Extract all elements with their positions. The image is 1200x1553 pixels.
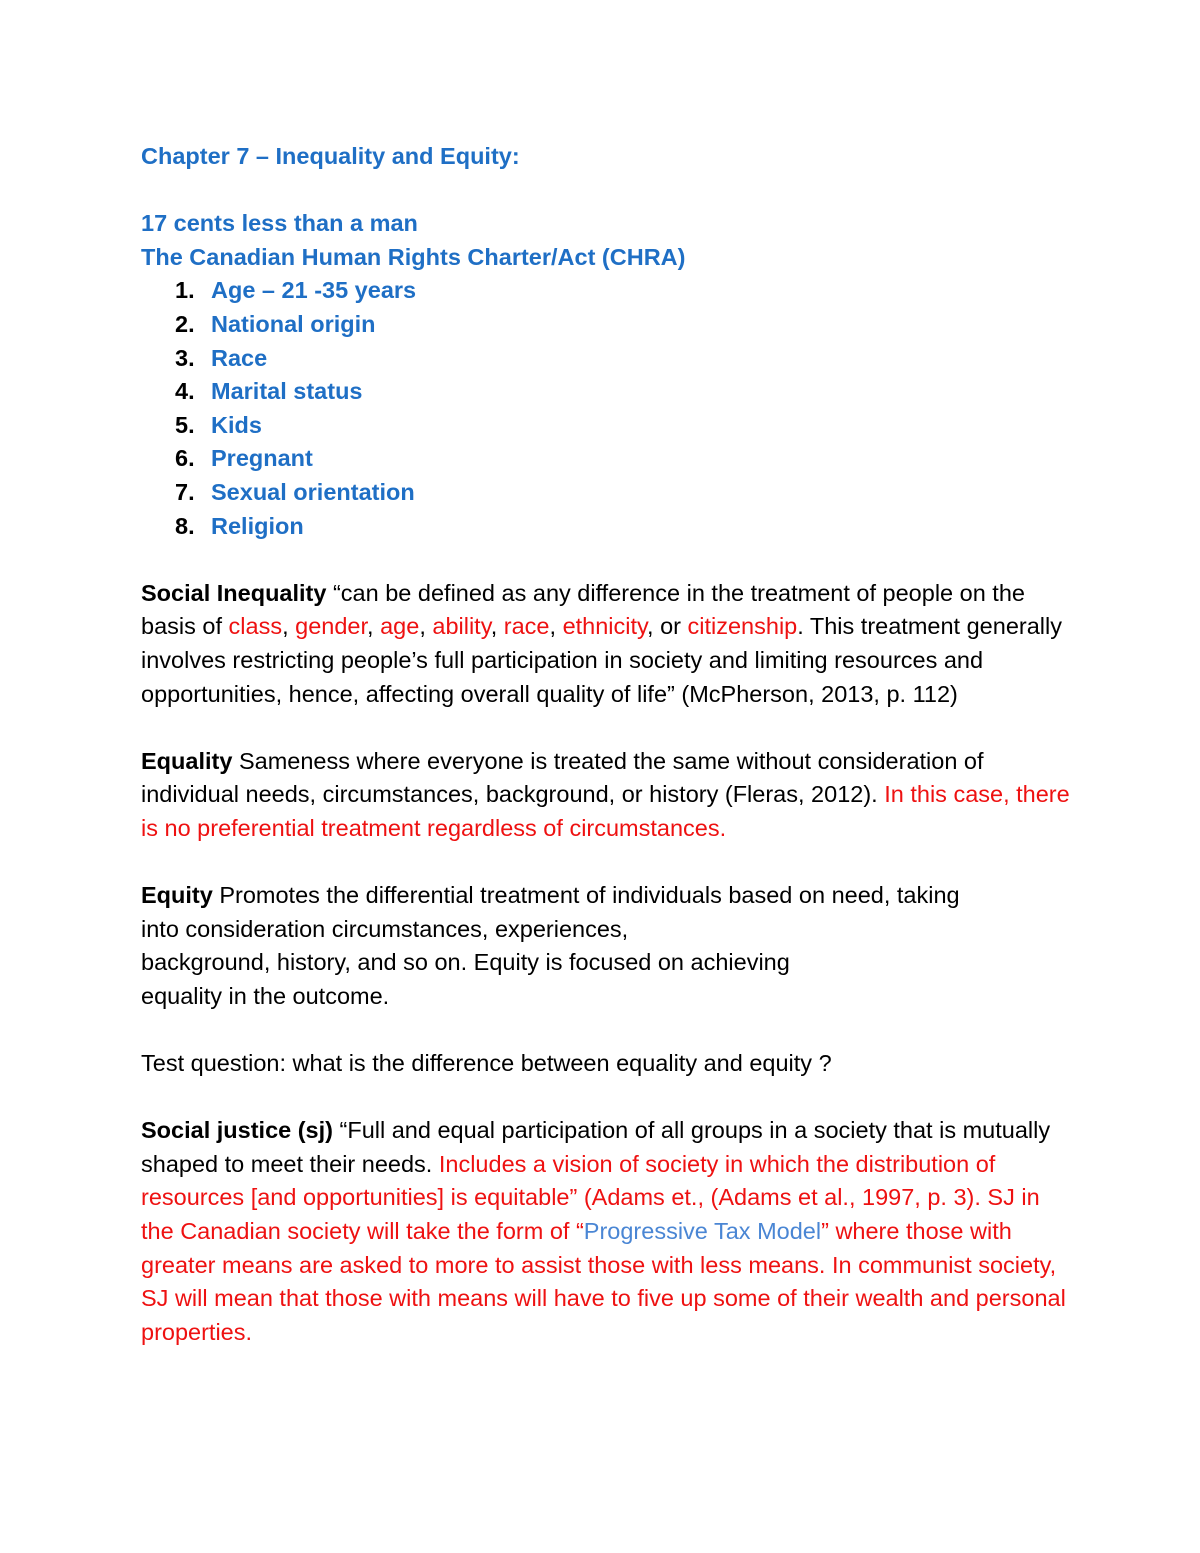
highlight-text: Includes a vision of society in which the distribution of resources [and opportunities] is equitable” (Adams et., (Adams et al., 1997, p. 3). SJ in the Canadian society will take the form of “ <box>141 1150 1040 1244</box>
list-number: 5. <box>175 411 195 438</box>
list-number: 6. <box>175 445 195 472</box>
term-equity: Equity <box>141 882 213 909</box>
spacer <box>141 1081 1071 1115</box>
list-number: 4. <box>175 378 195 405</box>
chra-list <box>141 274 1071 543</box>
subheading-chra: The Canadian Human Rights Charter/Act (CHRA) <box>141 243 686 270</box>
highlight-text: race <box>503 613 550 640</box>
list-item <box>141 442 1071 476</box>
highlight-text: In this case, there is no preferential treatment regardless of circumstances. <box>141 781 1070 841</box>
list-item <box>141 476 1071 510</box>
highlight-text: class <box>228 613 283 640</box>
spacer <box>141 845 1071 879</box>
social-justice-paragraph <box>141 1114 1071 1349</box>
social-inequality-paragraph <box>141 577 1071 711</box>
list-item <box>141 308 1071 342</box>
paragraph-text: , <box>282 613 296 640</box>
paragraph-text: Sameness where everyone is treated the same without consideration of individual needs, circumstances, background, or history (Fleras, 2012). <box>141 747 984 808</box>
spacer <box>141 711 1071 745</box>
equality-paragraph <box>141 745 1071 846</box>
list-item <box>141 274 1071 308</box>
list-item-text: Marital status <box>211 378 363 405</box>
list-item <box>141 342 1071 376</box>
list-item <box>141 375 1071 409</box>
list-number: 3. <box>175 344 195 371</box>
paragraph-text: “Full and equal participation of all groups in a society that is mutually shaped to meet their needs. <box>141 1117 1051 1177</box>
spacer <box>141 1013 1071 1047</box>
spacer <box>141 174 1071 208</box>
term-social-justice: Social justice (sj) <box>141 1117 333 1144</box>
highlight-text: citizenship <box>687 613 798 640</box>
highlight-text: gender <box>295 613 368 640</box>
paragraph-text: , <box>367 613 381 640</box>
list-item <box>141 409 1071 443</box>
equity-paragraph <box>141 879 1071 1013</box>
chapter-title: Chapter 7 – Inequality and Equity: <box>141 143 520 169</box>
subheading-cents: 17 cents less than a man <box>141 210 418 237</box>
paragraph-text: , <box>549 613 563 640</box>
highlight-text: age <box>380 613 420 640</box>
paragraph-text: background, history, and so on. Equity is focused on achieving <box>141 949 790 976</box>
term-social-inequality: Social Inequality <box>141 579 327 606</box>
list-item-text: Religion <box>211 512 304 539</box>
list-number: 7. <box>175 478 195 505</box>
list-item-text: Kids <box>211 411 262 438</box>
paragraph-text: , <box>490 613 504 640</box>
paragraph-text: into consideration circumstances, experiences, <box>141 915 629 942</box>
paragraph-text: “can be defined as any difference in the treatment of people on the basis of <box>141 579 1025 640</box>
list-item-text: Race <box>211 344 268 371</box>
progressive-tax-model-text: Progressive Tax Model <box>583 1218 822 1244</box>
paragraph-text: , or <box>647 613 688 640</box>
highlight-text: ethnicity <box>562 613 648 640</box>
list-item-text: Pregnant <box>211 445 313 472</box>
document-page <box>141 140 1071 1349</box>
list-item <box>141 510 1071 544</box>
list-item-text: Age – 21 -35 years <box>211 277 417 304</box>
spacer <box>141 543 1071 577</box>
paragraph-text: equality in the outcome. <box>141 982 390 1009</box>
highlight-text: ” where those with greater means are asked to more to assist those with less means. In communist society, SJ will mean that those with means will have to five up some of their wealth and personal properties. <box>141 1218 1066 1345</box>
paragraph-text: , <box>419 613 433 640</box>
highlight-text: ability <box>432 613 491 640</box>
paragraph-text: . This treatment generally involves restricting people’s full participation in society and limiting resources and opportunities, hence, affecting overall quality of life” (McPherson, 2013, p. 112) <box>141 613 1062 707</box>
list-number: 8. <box>175 512 195 539</box>
list-number: 1. <box>175 277 195 304</box>
paragraph-text: Promotes the differential treatment of individuals based on need, taking <box>212 882 960 909</box>
list-item-text: National origin <box>211 310 376 337</box>
list-number: 2. <box>175 310 195 337</box>
list-item-text: Sexual orientation <box>211 478 415 505</box>
test-question: Test question: what is the difference between equality and equity ? <box>141 1050 832 1077</box>
term-equality: Equality <box>141 747 233 774</box>
